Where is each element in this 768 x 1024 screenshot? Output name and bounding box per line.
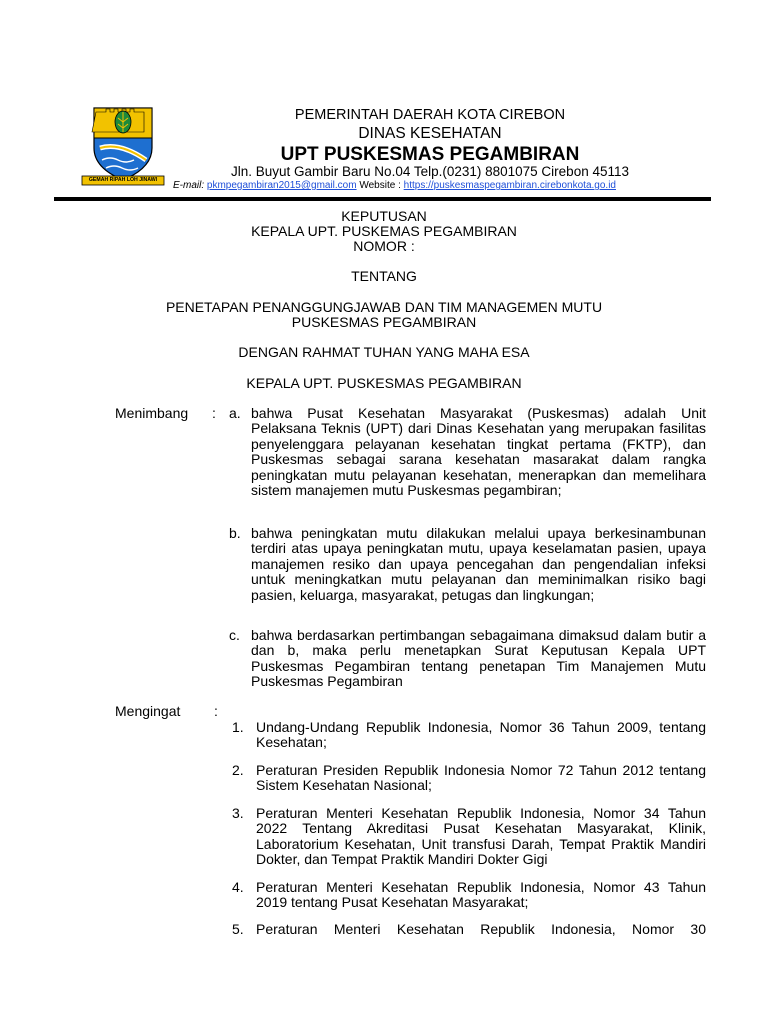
mengingat-marker-1: 1. [232,719,244,735]
mengingat-item-5: Peraturan Menteri Kesehatan Republik Indonesia, Nomor 30 [256,921,706,937]
decree-heading: KEPUTUSAN [341,208,427,224]
city-emblem-logo [80,104,166,190]
blessing-line: DENGAN RAHMAT TUHAN YANG MAHA ESA [238,344,530,360]
logo-motto: GEMAH RIPAH LOH JINAWI [88,177,158,183]
email-label: E-mail: [173,180,207,191]
mengingat-item-4: Peraturan Menteri Kesehatan Republik Indonesia, Nomor 43 Tahun 2019 tentang Pusat Kesehatan Masyarakat; [256,879,706,911]
menimbang-colon: : [212,405,216,421]
mengingat-item-3: Peraturan Menteri Kesehatan Republik Indonesia, Nomor 34 Tahun 2022 Tentang Akreditasi Pusat Kesehatan Masyarakat, Klinik, Laboratorium Kesehatan, Unit transfusi Darah, Tempat Praktik Mandiri Dokter, dan Tempat Praktik Mandiri Dokter Gigi [256,805,706,868]
mengingat-marker-2: 2. [232,762,244,778]
mengingat-colon: : [214,703,218,719]
menimbang-marker-c: c. [229,627,240,643]
decree-about: TENTANG [351,268,417,284]
menimbang-item-c: bahwa berdasarkan pertimbangan sebagaimana dimaksud dalam butir a dan b, maka perlu menetapkan Surat Keputusan Kepala UPT Puskesmas Pegambiran tentang penetapan Tim Manajemen Mutu Puskesmas Pegambiran [251,627,706,690]
menimbang-item-b: bahwa peningkatan mutu dilakukan melalui upaya berkesinambunan terdiri atas upaya peningkatan mutu, upaya keselamatan pasien, upaya manajemen resiko dan upaya pencegahan dan pengendalian infeksi untuk meningkatkan mutu pelayanan dan meminimalkan risiko bagi pasien, keluarga, masyarakat, petugas dan lingkungan; [251,525,706,603]
government-name: PEMERINTAH DAERAH KOTA CIREBON [294,107,566,123]
mengingat-item-1: Undang-Undang Republik Indonesia, Nomor 36 Tahun 2009, tentang Kesehatan; [256,719,706,751]
website-label: Website : [356,180,404,191]
agency-name: DINAS KESEHATAN [358,125,502,142]
institution-name: UPT PUSKESMAS PEGAMBIRAN [280,144,580,165]
letterhead-divider [54,197,711,201]
contact-line [173,180,616,191]
mengingat-label: Mengingat [115,703,181,719]
website-link[interactable]: https://puskesmaspegambiran.cirebonkota.go.id [403,180,616,191]
mengingat-marker-3: 3. [232,805,244,821]
decree-subject-line2: PUSKESMAS PEGAMBIRAN [291,314,477,330]
mengingat-marker-4: 4. [232,879,244,895]
decree-subject-line1: PENETAPAN PENANGGUNGJAWAB DAN TIM MANAGEMEN MUTU [165,299,603,315]
menimbang-label: Menimbang [115,405,189,421]
email-link[interactable]: pkmpegambiran2015@gmail.com [206,180,357,191]
menimbang-marker-b: b. [229,525,241,541]
menimbang-marker-a: a. [229,405,241,421]
address-line: Jln. Buyut Gambir Baru No.04 Telp.(0231) 8801075 Cirebon 45113 [231,164,629,179]
menimbang-item-a: bahwa Pusat Kesehatan Masyarakat (Puskesmas) adalah Unit Pelaksana Teknis (UPT) dari Dinas Kesehatan yang merupakan fasilitas penyelenggara pelayanan kesehatan tingkat pertama (FKTP), dan Puskesmas sebagai sarana kesehatan masarakat dalam rangka peningkatan mutu pelayanan kesehatan, menerapkan dan memelihara sistem manajemen mutu Puskesmas pegambiran; [251,405,706,499]
issuer-line: KEPALA UPT. PUSKESMAS PEGAMBIRAN [246,375,522,391]
decree-number: NOMOR : [353,238,415,254]
mengingat-marker-5: 5. [232,921,244,937]
decree-issuer: KEPALA UPT. PUSKEMAS PEGAMBIRAN [251,223,517,239]
mengingat-item-2: Peraturan Presiden Republik Indonesia Nomor 72 Tahun 2012 tentang Sistem Kesehatan Nasional; [256,762,706,794]
